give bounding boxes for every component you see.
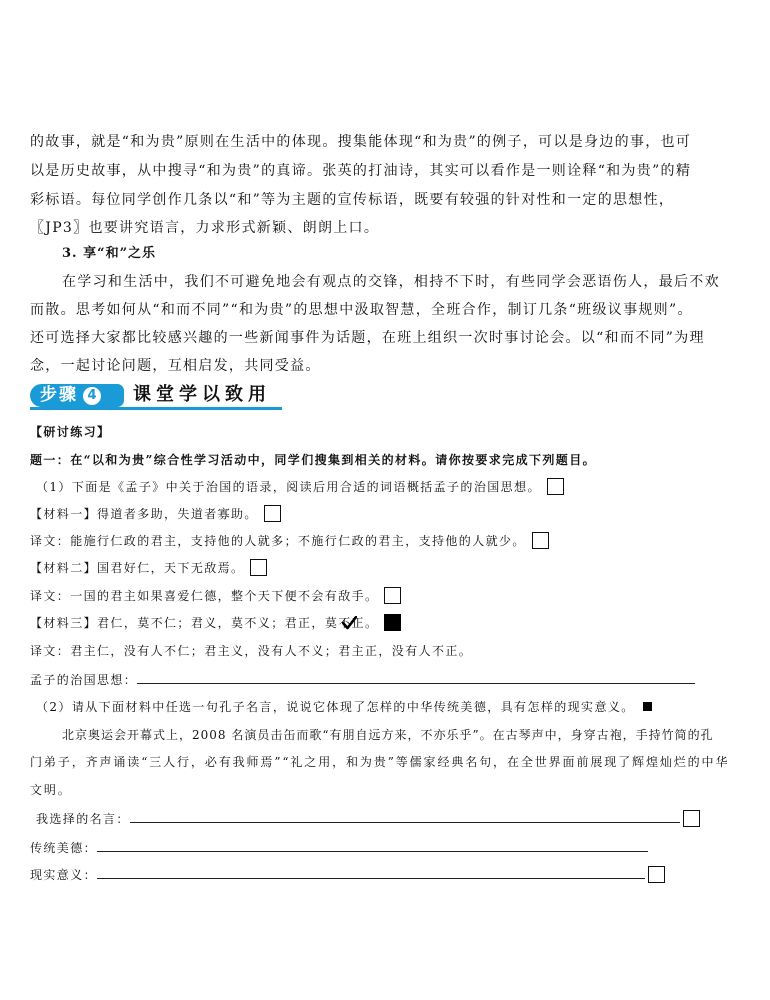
material-line: [30, 504, 281, 524]
translation-text: 译文：能施行仁政的君主，支持他的人就多；不施行仁政的君主，支持他的人就少。: [30, 534, 526, 548]
material-label: 【材料一】: [30, 507, 98, 521]
answer-field-virtue: [30, 837, 648, 857]
intro-line: 彩标语。每位同学创作几条以“和”等为主题的宣传标语，既要有较强的针对性和一定的思想性，: [30, 192, 675, 208]
answer-label: 传统美德：: [30, 840, 98, 855]
material-text-end: 正。: [351, 616, 379, 630]
section-line: 念，一起讨论问题，互相启发，共同受益。: [30, 358, 321, 374]
translation-line: [30, 641, 472, 661]
material-line: [30, 613, 401, 633]
answer-label: 现实意义：: [30, 867, 98, 882]
step-title: 课堂学以致用: [133, 384, 271, 405]
answer-blank-line: [137, 669, 695, 684]
material-text: 得道者多助，失道者寡助。: [97, 507, 258, 521]
check-mark-icon: [342, 616, 357, 630]
section-heading: 3. 享“和”之乐: [62, 246, 157, 261]
empty-square-icon: [683, 810, 700, 827]
empty-square-icon: [250, 559, 267, 576]
empty-square-icon: [547, 478, 564, 495]
material-text: 君仁，莫不仁；君义，莫不义；君正，莫: [97, 616, 339, 630]
answer-blank-line: [97, 837, 648, 852]
passage-line: 北京奥运会开幕式上，2008 名演员击缶而歌“有朋自远方来，不亦乐乎”。在古琴声中，身穿古袍，手持竹简的孔: [62, 728, 714, 742]
circled-number-icon: 4: [83, 387, 101, 405]
translation-line: [30, 531, 549, 551]
answer-label: 我选择的名言：: [36, 811, 130, 826]
part1-prompt: （1）下面是《孟子》中关于治国的语录，阅读后用合适的词语概括孟子的治国思想。: [36, 480, 541, 494]
section-line: 还可选择大家都比较感兴趣的一些新闻事件为话题，在班上组织一次时事讨论会。以“和而不同”为理: [30, 330, 705, 346]
part1-prompt-line: [36, 477, 564, 497]
part2-prompt-line: [36, 697, 652, 717]
filled-square-icon: [643, 702, 652, 711]
step-label: 步骤: [40, 385, 78, 405]
answer-label: 孟子的治国思想：: [30, 672, 138, 687]
empty-square-icon: [648, 866, 665, 883]
material-line: [30, 558, 267, 578]
empty-square-icon: [532, 532, 549, 549]
question-title: 题一：在“以和为贵”综合性学习活动中，同学们搜集到相关的材料。请你按要求完成下列题目。: [30, 453, 597, 467]
passage-line: 门弟子，齐声诵读“三人行，必有我师焉”“礼之用，和为贵”等儒家经典名句，在全世界面前展现了辉煌灿烂的中华: [30, 755, 730, 769]
section-line: 在学习和生活中，我们不可避免地会有观点的交锋，相持不下时，有些同学会恶语伤人，最后不欢: [62, 274, 720, 290]
answer-blank-line: [97, 864, 645, 879]
material-label: 【材料二】: [30, 561, 98, 575]
marked-character-wrap: [338, 613, 351, 633]
translation-line: [30, 586, 401, 606]
intro-line: 的故事，就是“和为贵”原则在生活中的体现。搜集能体现“和为贵”的例子，可以是身边的事，也可: [30, 134, 692, 150]
intro-line: 〖JP3〗也要讲究语言，力求形式新颖、朗朗上口。: [30, 220, 380, 236]
step-badge: [30, 384, 124, 407]
empty-square-icon: [264, 505, 281, 522]
intro-line: 以是历史故事，从中搜寻“和为贵”的真谛。张英的打油诗，其实可以看作是一则诠释“和为贵”的精: [30, 163, 692, 179]
answer-blank-line: [130, 808, 680, 823]
material-label: 【材料三】: [30, 616, 98, 630]
part2-prompt: （2）请从下面材料中任选一句孔子名言，说说它体现了怎样的中华传统美德，具有怎样的现实意义。: [36, 700, 635, 714]
empty-square-icon: [384, 587, 401, 604]
translation-text: 译文：一国的君主如果喜爱仁德，整个天下便不会有敌手。: [30, 589, 379, 603]
translation-text: 译文：君主仁，没有人不仁；君主义，没有人不义；君主正，没有人不正。: [30, 644, 473, 658]
answer-field-mencius: [30, 669, 695, 689]
answer-field-quote: [36, 808, 700, 828]
exercise-tag: 【研讨练习】: [30, 425, 111, 439]
material-text: 国君好仁，天下无敌焉。: [97, 561, 245, 575]
filled-square-icon: [384, 614, 401, 631]
section-line: 而散。思考如何从“和而不同”“和为贵”的思想中汲取智慧，全班合作，制订几条“班级议事规则”。: [30, 302, 693, 318]
step-banner: [30, 383, 282, 410]
passage-line: 文明。: [30, 783, 72, 797]
answer-field-meaning: [30, 864, 665, 884]
marked-character: 不: [338, 616, 352, 630]
